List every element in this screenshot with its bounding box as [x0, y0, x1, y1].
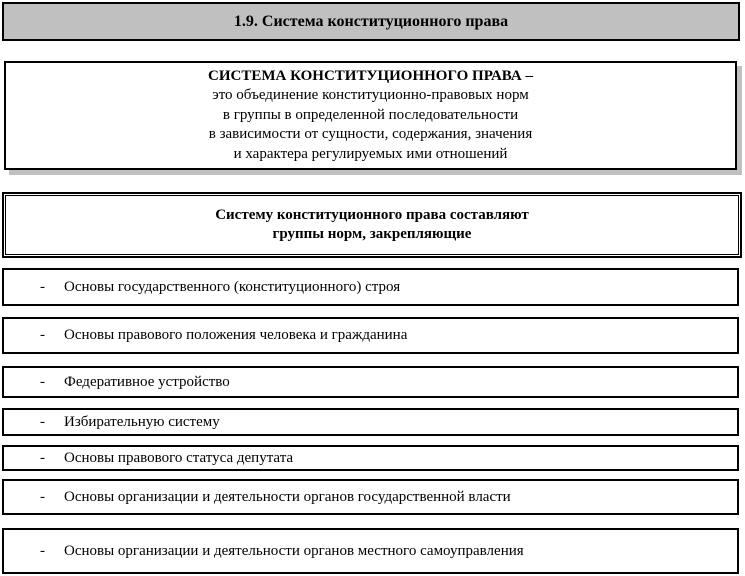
groups-line-1: Систему конституционного права составляют [215, 206, 529, 223]
list-item [2, 408, 739, 436]
list-item [2, 528, 739, 574]
list-item [2, 479, 739, 515]
definition-line: и характера регулируемых ими отношений [233, 145, 508, 162]
list-item-marker: - [40, 327, 45, 343]
list-item-text: Основы государственного (конституционного) строя [64, 278, 401, 295]
definition-heading: СИСТЕМА КОНСТИТУЦИОННОГО ПРАВА – [208, 67, 533, 84]
list-item-text: Основы организации и деятельности органов государственной власти [64, 488, 511, 505]
title-bar [2, 2, 740, 41]
list-item-marker: - [40, 373, 45, 390]
groups-box-inner [5, 195, 739, 255]
definition-line: в группы в определенной последовательности [222, 106, 519, 123]
list-item-marker: - [40, 278, 45, 295]
list-item-marker: - [40, 488, 45, 505]
list-item-marker: - [40, 449, 45, 466]
list-item [2, 366, 739, 398]
page-title: 1.9. Система конституционного права [233, 12, 509, 30]
list-item-text: Основы правового положения человека и гражданина [64, 327, 408, 343]
definition-line: это объединение конституционно-правовых норм [212, 87, 529, 104]
definition-line: в зависимости от сущности, содержания, значения [208, 126, 533, 143]
list-item-text: Федеративное устройство [64, 373, 230, 390]
list-item [2, 268, 739, 306]
list-item-marker: - [40, 413, 45, 430]
list-item-marker: - [40, 542, 45, 559]
list-item-text: Основы правового статуса депутата [64, 449, 294, 466]
definition-box [4, 61, 737, 170]
list-item [2, 317, 739, 354]
groups-line-2: группы норм, закрепляющие [272, 226, 472, 242]
list-item [2, 445, 739, 471]
list-item-text: Основы организации и деятельности органов местного самоуправления [64, 542, 524, 559]
list-item-text: Избирательную систему [64, 413, 220, 430]
groups-box [2, 192, 742, 258]
